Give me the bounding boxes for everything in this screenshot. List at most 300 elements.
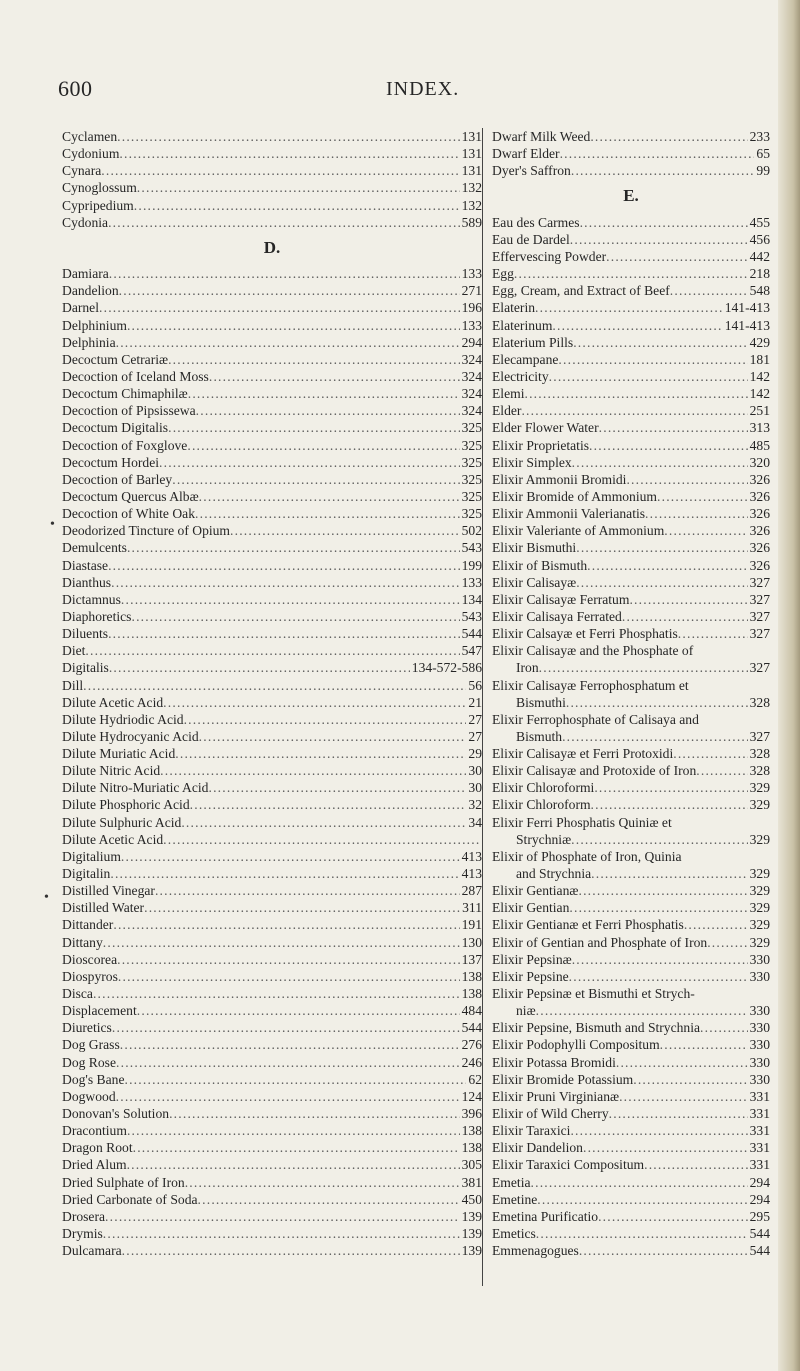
page-ref: 196 (461, 300, 482, 316)
page-header (0, 76, 800, 106)
index-term: Digitalium (62, 848, 121, 864)
page-ref: 547 (461, 643, 482, 659)
page-edge-shadow (778, 0, 800, 1371)
page-ref: 329 (749, 900, 770, 916)
leader-dots (606, 248, 747, 265)
page-ref: 191 (461, 917, 482, 933)
index-entry (492, 214, 770, 231)
index-entry (62, 1002, 482, 1019)
index-term: Dandelion (62, 283, 119, 299)
leader-dots (83, 677, 466, 694)
index-term: Elemi (492, 386, 525, 402)
page-ref: 65 (756, 146, 770, 162)
index-entry (62, 625, 482, 642)
index-term: Elixir Pepsine, Bismuth and Strychnia (492, 1020, 701, 1036)
page-ref: 330 (749, 1020, 770, 1036)
index-entry (492, 1105, 770, 1122)
entry-group-e (492, 214, 770, 643)
leader-dots (700, 1019, 748, 1036)
page-ref: 456 (749, 231, 770, 247)
leader-dots (181, 814, 466, 831)
index-term: Dwarf Milk Weed (492, 128, 591, 144)
page-ref: 329 (749, 917, 770, 933)
page-ref: 251 (749, 403, 770, 419)
page-ref: 327 (749, 728, 770, 744)
index-term: Dilute Nitric Acid (62, 763, 161, 779)
index-entry (492, 1122, 770, 1139)
leader-dots (121, 848, 460, 865)
page-ref: 331 (749, 1157, 770, 1173)
index-term: Elixir of Phosphate of Iron, Quinia (492, 848, 682, 864)
page-ref: 311 (462, 900, 482, 916)
index-entry (62, 797, 482, 814)
leader-dots (536, 1225, 748, 1242)
index-entry (62, 1105, 482, 1122)
leader-dots (209, 368, 460, 385)
leader-dots (569, 899, 747, 916)
index-term: Emetine (492, 1191, 538, 1207)
leader-dots (116, 1088, 460, 1105)
index-term: Emetics (492, 1226, 536, 1241)
index-term: Dried Carbonate of Soda (62, 1191, 198, 1207)
index-term: Emetina Purificatio (492, 1208, 599, 1224)
leader-dots (524, 385, 747, 402)
page-ref: 325 (461, 471, 482, 487)
index-entry (62, 522, 482, 539)
leader-dots (188, 385, 460, 402)
index-entry (492, 539, 770, 556)
index-term: Dilute Acetic Acid (62, 831, 164, 847)
index-entry (492, 694, 770, 711)
index-entry (492, 248, 770, 265)
page-ref: 21 (468, 694, 482, 710)
index-term: Effervescing Powder (492, 248, 607, 264)
leader-dots (599, 419, 748, 436)
page-ref: 324 (461, 403, 482, 419)
leader-dots (190, 797, 467, 814)
leader-dots (127, 1156, 460, 1173)
index-entry (62, 334, 482, 351)
index-entry (62, 368, 482, 385)
index-entry (492, 1071, 770, 1088)
page-ref: 330 (749, 968, 770, 984)
entry-calisaya-ferrophosphatum (492, 677, 770, 711)
index-term: Elixir of Gentian and Phosphate of Iron (492, 934, 708, 950)
index-term: Delphinium (62, 317, 127, 333)
index-term: Dilute Sulphuric Acid (62, 814, 182, 830)
leader-dots (570, 1122, 747, 1139)
index-term: Decoction of Foxglove (62, 437, 188, 453)
page-ref: 131 (461, 163, 482, 179)
index-entry (492, 1002, 770, 1019)
index-term: Elixir Bromide Potassium (492, 1071, 634, 1087)
index-entry (492, 522, 770, 539)
leader-dots (185, 1174, 460, 1191)
leader-dots (127, 317, 460, 334)
page-ref: 544 (749, 1226, 770, 1241)
entry-group-e-2 (492, 745, 770, 814)
index-term: Eau des Carmes (492, 214, 580, 230)
leader-dots (619, 1088, 748, 1105)
column-divider (482, 128, 483, 1286)
page-ref: 130 (461, 934, 482, 950)
leader-dots (552, 317, 722, 334)
leader-dots (110, 865, 459, 882)
leader-dots (117, 128, 459, 145)
index-term: Elixir Calisaya Ferrated (492, 608, 622, 624)
index-entry (62, 1054, 482, 1071)
leader-dots (108, 214, 460, 231)
index-term: Dittany (62, 934, 103, 950)
index-entry (62, 351, 482, 368)
leader-dots (168, 419, 460, 436)
index-term: Dwarf Elder (492, 146, 560, 162)
index-term: Strychniæ (516, 831, 572, 847)
index-term: Diastase (62, 557, 109, 573)
entry-pepsinae-bismuthi (492, 985, 770, 1019)
page-ref: 139 (461, 1226, 482, 1241)
index-term: Decoction of White Oak (62, 506, 195, 522)
index-entry (62, 1088, 482, 1105)
leader-dots (566, 694, 748, 711)
index-term: Elixir Bismuthi (492, 540, 577, 556)
page-ref: 413 (461, 848, 482, 864)
index-term: Distilled Vinegar (62, 883, 155, 899)
leader-dots (169, 1105, 460, 1122)
index-term: Drymis (62, 1226, 103, 1241)
index-entry (62, 899, 482, 916)
page-ref: 32 (468, 797, 482, 813)
leader-dots (521, 402, 747, 419)
leader-dots (591, 865, 747, 882)
leader-dots (514, 265, 748, 282)
index-term: Dilute Phosphoric Acid (62, 797, 190, 813)
leader-dots (109, 659, 410, 676)
index-term: Dragon Root (62, 1140, 133, 1156)
index-term: Elixir Pruni Virginianæ (492, 1088, 620, 1104)
section-heading-e: E. (623, 186, 639, 206)
leader-dots (175, 745, 466, 762)
index-term: Elixir Calisayæ and the Phosphate of (492, 643, 694, 659)
index-entry (62, 1242, 482, 1259)
index-term: Dianthus (62, 574, 112, 590)
index-term: Elixir Podophylli Compositum (492, 1037, 660, 1053)
index-term: Decoctum Hordei (62, 454, 160, 470)
index-entry (492, 471, 770, 488)
index-entry (492, 1036, 770, 1053)
index-entry (492, 659, 770, 676)
page-ref: 328 (749, 694, 770, 710)
page-ref: 199 (461, 557, 482, 573)
leader-dots (531, 1174, 748, 1191)
index-term: Elixir Ferri Phosphatis Quiniæ et (492, 814, 672, 830)
leader-dots (576, 574, 747, 591)
page-ref: 134-572-586 (411, 660, 482, 676)
leader-dots (163, 694, 466, 711)
leader-dots (587, 557, 747, 574)
index-entry (492, 368, 770, 385)
leader-dots (644, 1156, 748, 1173)
index-entry (62, 745, 482, 762)
page-ref: 325 (461, 420, 482, 436)
index-entry (492, 1139, 770, 1156)
page-ref: 271 (461, 283, 482, 299)
page-ref: 326 (749, 557, 770, 573)
leader-dots (571, 162, 755, 179)
index-term: Decoction of Pipsissewa (62, 403, 196, 419)
page-ref: 133 (461, 266, 482, 282)
page-ref: 218 (749, 266, 770, 282)
page-ref: 305 (461, 1157, 482, 1173)
page-ref: 455 (749, 214, 770, 230)
index-term: Elder Flower Water (492, 420, 599, 436)
page-ref: 276 (461, 1037, 482, 1053)
leader-dots (633, 1071, 747, 1088)
page-ref: 327 (749, 660, 770, 676)
index-entry (492, 1054, 770, 1071)
index-term: Elixir Proprietatis (492, 437, 590, 453)
index-entry (492, 968, 770, 985)
index-entry (492, 916, 770, 933)
index-entry (62, 1191, 482, 1208)
index-entry (492, 1174, 770, 1191)
index-entry (62, 317, 482, 334)
page-ref: 99 (756, 163, 770, 179)
index-term: Demulcents (62, 540, 127, 556)
index-entry (62, 762, 482, 779)
page-ref: 134 (461, 591, 482, 607)
page-ref: 543 (461, 540, 482, 556)
leader-dots (208, 779, 466, 796)
page-ref: 324 (461, 351, 482, 367)
leader-dots (230, 522, 460, 539)
index-term: Bismuthi (516, 694, 566, 710)
page-ref: 331 (749, 1106, 770, 1122)
leader-dots (562, 728, 748, 745)
leader-dots (560, 145, 755, 162)
index-entry (492, 745, 770, 762)
index-entry (492, 1242, 770, 1259)
running-head: INDEX. (386, 78, 460, 100)
index-term: Elecampane (492, 351, 559, 367)
page-ref: 442 (749, 248, 770, 264)
page-ref: 324 (461, 368, 482, 384)
index-entry (62, 1122, 482, 1139)
index-term: Cyclamen (62, 128, 118, 144)
index-term: Darnel (62, 300, 99, 316)
index-entry (62, 694, 482, 711)
index-entry (62, 951, 482, 968)
index-term: Distilled Water (62, 900, 145, 916)
index-entry (62, 659, 482, 676)
index-entry (62, 831, 482, 848)
index-entry (492, 882, 770, 899)
index-entry (62, 677, 482, 694)
leader-dots (616, 1054, 748, 1071)
index-term: Bismuth (516, 728, 563, 744)
leader-dots (629, 591, 747, 608)
leader-dots (198, 1191, 460, 1208)
page-ref: 132 (461, 180, 482, 196)
entry-group-e-4 (492, 1019, 770, 1259)
leader-dots (159, 454, 460, 471)
index-term: Elixir Bromide of Ammonium (492, 488, 658, 504)
index-entry (492, 1208, 770, 1225)
leader-dots (101, 162, 459, 179)
index-entry (62, 882, 482, 899)
page-ref: 327 (749, 574, 770, 590)
index-entry (62, 265, 482, 282)
leader-dots (673, 745, 747, 762)
index-term: Cypripedium (62, 197, 134, 213)
index-term: Dried Alum (62, 1157, 127, 1173)
leader-dots (105, 1208, 460, 1225)
index-term: Dittander (62, 917, 114, 933)
index-term: Diet (62, 643, 86, 659)
page-ref: 294 (749, 1191, 770, 1207)
page-ref: 326 (749, 506, 770, 522)
index-entry (492, 1088, 770, 1105)
page-ref: 329 (749, 797, 770, 813)
page-ref: 62 (468, 1071, 482, 1087)
index-entry (62, 1036, 482, 1053)
leader-dots (549, 368, 748, 385)
index-entry (62, 779, 482, 796)
index-column-left (62, 128, 482, 1259)
entry-ferri-quiniae (492, 814, 770, 848)
margin-mark: • (44, 890, 49, 905)
index-entry (492, 351, 770, 368)
leader-dots (579, 1242, 748, 1259)
index-term: Dilute Acetic Acid (62, 694, 164, 710)
page-ref: 396 (461, 1106, 482, 1122)
page-ref: 325 (461, 454, 482, 470)
index-term: Dilute Muriatic Acid (62, 746, 176, 762)
index-entry (62, 934, 482, 951)
leader-dots (160, 762, 466, 779)
index-term: Dulcamara (62, 1243, 122, 1259)
page-number: 600 (58, 76, 93, 101)
margin-mark: • (50, 517, 55, 532)
index-entry (492, 488, 770, 505)
leader-dots (670, 282, 748, 299)
index-term: Disca (62, 986, 93, 1002)
index-entry (492, 317, 770, 334)
index-term: Elixir Gentianæ et Ferri Phosphatis (492, 917, 684, 933)
page-ref: 450 (461, 1191, 482, 1207)
leader-dots (576, 539, 747, 556)
index-term: Elixir Valeriante of Ammonium (492, 523, 665, 539)
leader-dots (121, 591, 460, 608)
index-entry (62, 128, 482, 145)
leader-dots (199, 488, 460, 505)
index-entry (62, 539, 482, 556)
leader-dots (127, 539, 460, 556)
leader-dots (594, 779, 747, 796)
index-entry (492, 1225, 770, 1242)
page-ref: 325 (461, 488, 482, 504)
leader-dots (108, 625, 460, 642)
index-term: Damiara (62, 266, 109, 282)
index-term: Decoctum Chimaphilæ (62, 386, 188, 402)
index-entry (492, 145, 770, 162)
index-term: Elixir Ferrophosphate of Calisaya and (492, 711, 699, 727)
index-entry (492, 625, 770, 642)
page-ref: 138 (461, 986, 482, 1002)
leader-dots (598, 1208, 748, 1225)
index-entry (62, 162, 482, 179)
index-term: Emmenagogues (492, 1243, 579, 1259)
index-term: Eau de Dardel (492, 231, 570, 247)
index-term: Elixir Calisayæ and Protoxide of Iron (492, 763, 697, 779)
index-term: Diospyros (62, 968, 118, 984)
index-term: Decoctum Digitalis (62, 420, 169, 436)
index-entry (492, 402, 770, 419)
page-ref: 330 (749, 1054, 770, 1070)
page-ref: 544 (461, 1020, 482, 1036)
index-entry (62, 916, 482, 933)
index-entry (62, 505, 482, 522)
page-ref: 137 (461, 951, 482, 967)
index-entry (492, 128, 770, 145)
leader-dots (626, 471, 747, 488)
index-term: Elaterin (492, 300, 536, 316)
index-term: Dog's Bane (62, 1071, 125, 1087)
index-entry (492, 557, 770, 574)
leader-dots (134, 197, 460, 214)
page-ref: 131 (461, 146, 482, 162)
index-term: Elixir Pepsine (492, 968, 569, 984)
index-term: Elixir Ammonii Valerianatis (492, 506, 646, 522)
leader-dots (112, 1019, 460, 1036)
page-ref: 429 (749, 334, 770, 350)
page-ref: 139 (461, 1208, 482, 1224)
index-entry (492, 1191, 770, 1208)
index-entry (62, 488, 482, 505)
page-ref: 132 (461, 197, 482, 213)
index-entry (492, 437, 770, 454)
index-entry (62, 642, 482, 659)
page-ref: 138 (461, 968, 482, 984)
index-entry (62, 848, 482, 865)
index-entry (492, 505, 770, 522)
index-term: Dioscorea (62, 951, 118, 967)
page-ref: 27 (468, 711, 482, 727)
entry-calisaya-phosphate (492, 642, 770, 676)
leader-dots (539, 659, 748, 676)
index-term: Electricity (492, 368, 549, 384)
index-entry (62, 471, 482, 488)
index-entry (62, 1208, 482, 1225)
leader-dots (572, 951, 748, 968)
leader-dots (172, 471, 459, 488)
index-term: Elixir Gentianæ (492, 883, 579, 899)
leader-dots (99, 299, 460, 316)
page-ref: 294 (749, 1174, 770, 1190)
leader-dots (120, 1036, 460, 1053)
index-entry (62, 968, 482, 985)
page-ref: 294 (461, 334, 482, 350)
index-entry (62, 711, 482, 728)
page-ref: 589 (461, 214, 482, 230)
page-ref: 329 (749, 866, 770, 882)
leader-dots (163, 831, 480, 848)
leader-dots (117, 951, 460, 968)
leader-dots (144, 899, 460, 916)
index-entry (62, 985, 482, 1002)
index-term: Elder (492, 403, 522, 419)
leader-dots (196, 402, 460, 419)
